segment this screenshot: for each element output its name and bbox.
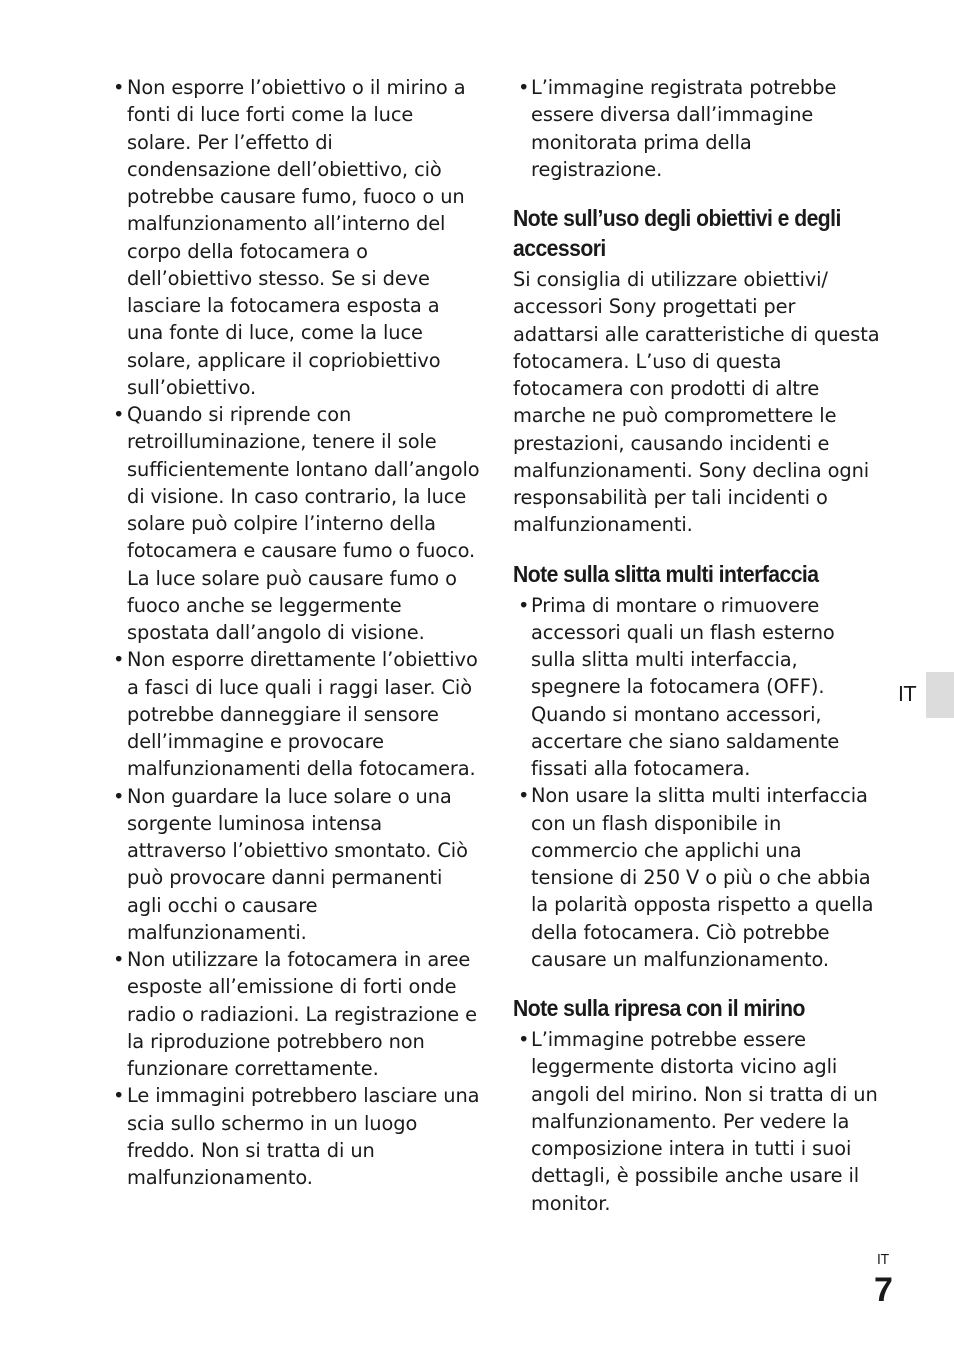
list-item-text: Non utilizzare la fotocamera in aree esposte all’emissione di forti onde radio o radiazioni. La registrazione e la riproduzione potrebbero non funzionare correttamente. bbox=[127, 948, 477, 1080]
bullet-icon: • bbox=[113, 76, 125, 99]
section-heading: Note sulla ripresa con il mirino bbox=[513, 995, 805, 1021]
list-item bbox=[111, 401, 481, 646]
list-item bbox=[513, 1026, 885, 1217]
list-item-text: Non usare la slitta multi interfaccia con un flash disponibile in commercio che applichi una tensione di 250 V o più o che abbia la polarità opposta rispetto a quella della fotocamera. Ciò potrebbe causare un malfunzionamento. bbox=[531, 784, 874, 971]
bullet-icon: • bbox=[113, 948, 125, 971]
list-item bbox=[111, 783, 481, 947]
left-column bbox=[111, 74, 481, 1191]
bullet-icon: • bbox=[113, 784, 125, 808]
list-item-text: Non esporre direttamente l’obiettivo a fasci di luce quali i raggi laser. Ciò potrebbe danneggiare il sensore dell’immagine e provocare malfunzionamenti della fotocamera. bbox=[127, 648, 478, 781]
bullet-icon: • bbox=[113, 648, 125, 672]
list-item bbox=[513, 592, 885, 783]
shoe-list bbox=[513, 592, 885, 974]
section-heading: Note sulla slitta multi interfaccia bbox=[513, 560, 819, 587]
page-language-code: IT bbox=[877, 1253, 889, 1268]
bullet-icon: • bbox=[518, 784, 530, 808]
list-item bbox=[111, 646, 481, 782]
list-item-text: Non esporre l’obiettivo o il mirino a fonti di luce forti come la luce solare. Per l’effetto di condensazione dell’obiettivo, ciò potrebbe causare fumo, fuoco o un malfunzionamento all’interno del corpo della fotocamera o dell’obiettivo stesso. Se si deve lasciare la fotocamera esposta a una fonte di luce, come la luce solare, applicare il copriobiettivo sull’obiettivo. bbox=[127, 76, 466, 399]
section-lenses bbox=[513, 203, 885, 539]
section-multi-interface-shoe bbox=[513, 559, 885, 974]
list-item bbox=[513, 74, 885, 183]
bullet-icon: • bbox=[113, 403, 125, 426]
side-tab-label: IT bbox=[898, 682, 917, 706]
precautions-list bbox=[111, 74, 481, 1191]
bullet-icon: • bbox=[518, 593, 530, 617]
bullet-icon: • bbox=[518, 1028, 530, 1051]
list-item-text: Le immagini potrebbero lasciare una scia sullo schermo in un luogo freddo. Non si tratta di un malfunzionamento. bbox=[127, 1084, 480, 1189]
finder-list bbox=[513, 1026, 885, 1217]
section-heading: Note sull’uso degli obiettivi e degli accessori bbox=[513, 205, 841, 261]
list-item bbox=[111, 946, 481, 1082]
page-number: 7 bbox=[874, 1271, 893, 1309]
right-column bbox=[513, 74, 885, 1217]
list-item bbox=[513, 782, 885, 973]
list-item-text: Quando si riprende con retroilluminazione, tenere il sole sufficientemente lontano dall’angolo di visione. In caso contrario, la luce solare può colpire l’interno della fotocamera e causare fumo o fuoco. La luce solare può causare fumo o fuoco anche se leggermente spostata dall’angolo di visione. bbox=[127, 403, 480, 644]
bullet-icon: • bbox=[518, 76, 530, 99]
list-item-text: L’immagine potrebbe essere leggermente distorta vicino agli angoli del mirino. Non si tratta di un malfunzionamento. Per vedere la composizione intera in tutti i suoi dettagli, è possibile anche usare il monitor. bbox=[531, 1028, 878, 1215]
section-paragraph: Si consiglia di utilizzare obiettivi/ accessori Sony progettati per adattarsi alle caratteristiche di questa fotocamera. L’uso di questa fotocamera con prodotti di altre marche ne può compromettere le prestazioni, causando incidenti e malfunzionamenti. Sony declina ogni responsabilità per tali incidenti o malfunzionamenti. bbox=[513, 268, 880, 537]
top-list bbox=[513, 74, 885, 183]
section-viewfinder bbox=[513, 993, 885, 1217]
list-item bbox=[111, 74, 481, 401]
side-tab bbox=[926, 672, 954, 718]
list-item-text: Non guardare la luce solare o una sorgente luminosa intensa attraverso l’obiettivo smontato. Ciò può provocare danni permanenti agli occhi o causare malfunzionamenti. bbox=[127, 784, 468, 944]
list-item bbox=[111, 1082, 481, 1191]
list-item-text: L’immagine registrata potrebbe essere diversa dall’immagine monitorata prima della registrazione. bbox=[531, 76, 837, 181]
bullet-icon: • bbox=[113, 1084, 125, 1108]
list-item-text: Prima di montare o rimuovere accessori quali un flash esterno sulla slitta multi interfaccia, spegnere la fotocamera (OFF). Quando si montano accessori, accertare che siano saldamente fissati alla fotocamera. bbox=[531, 593, 840, 780]
